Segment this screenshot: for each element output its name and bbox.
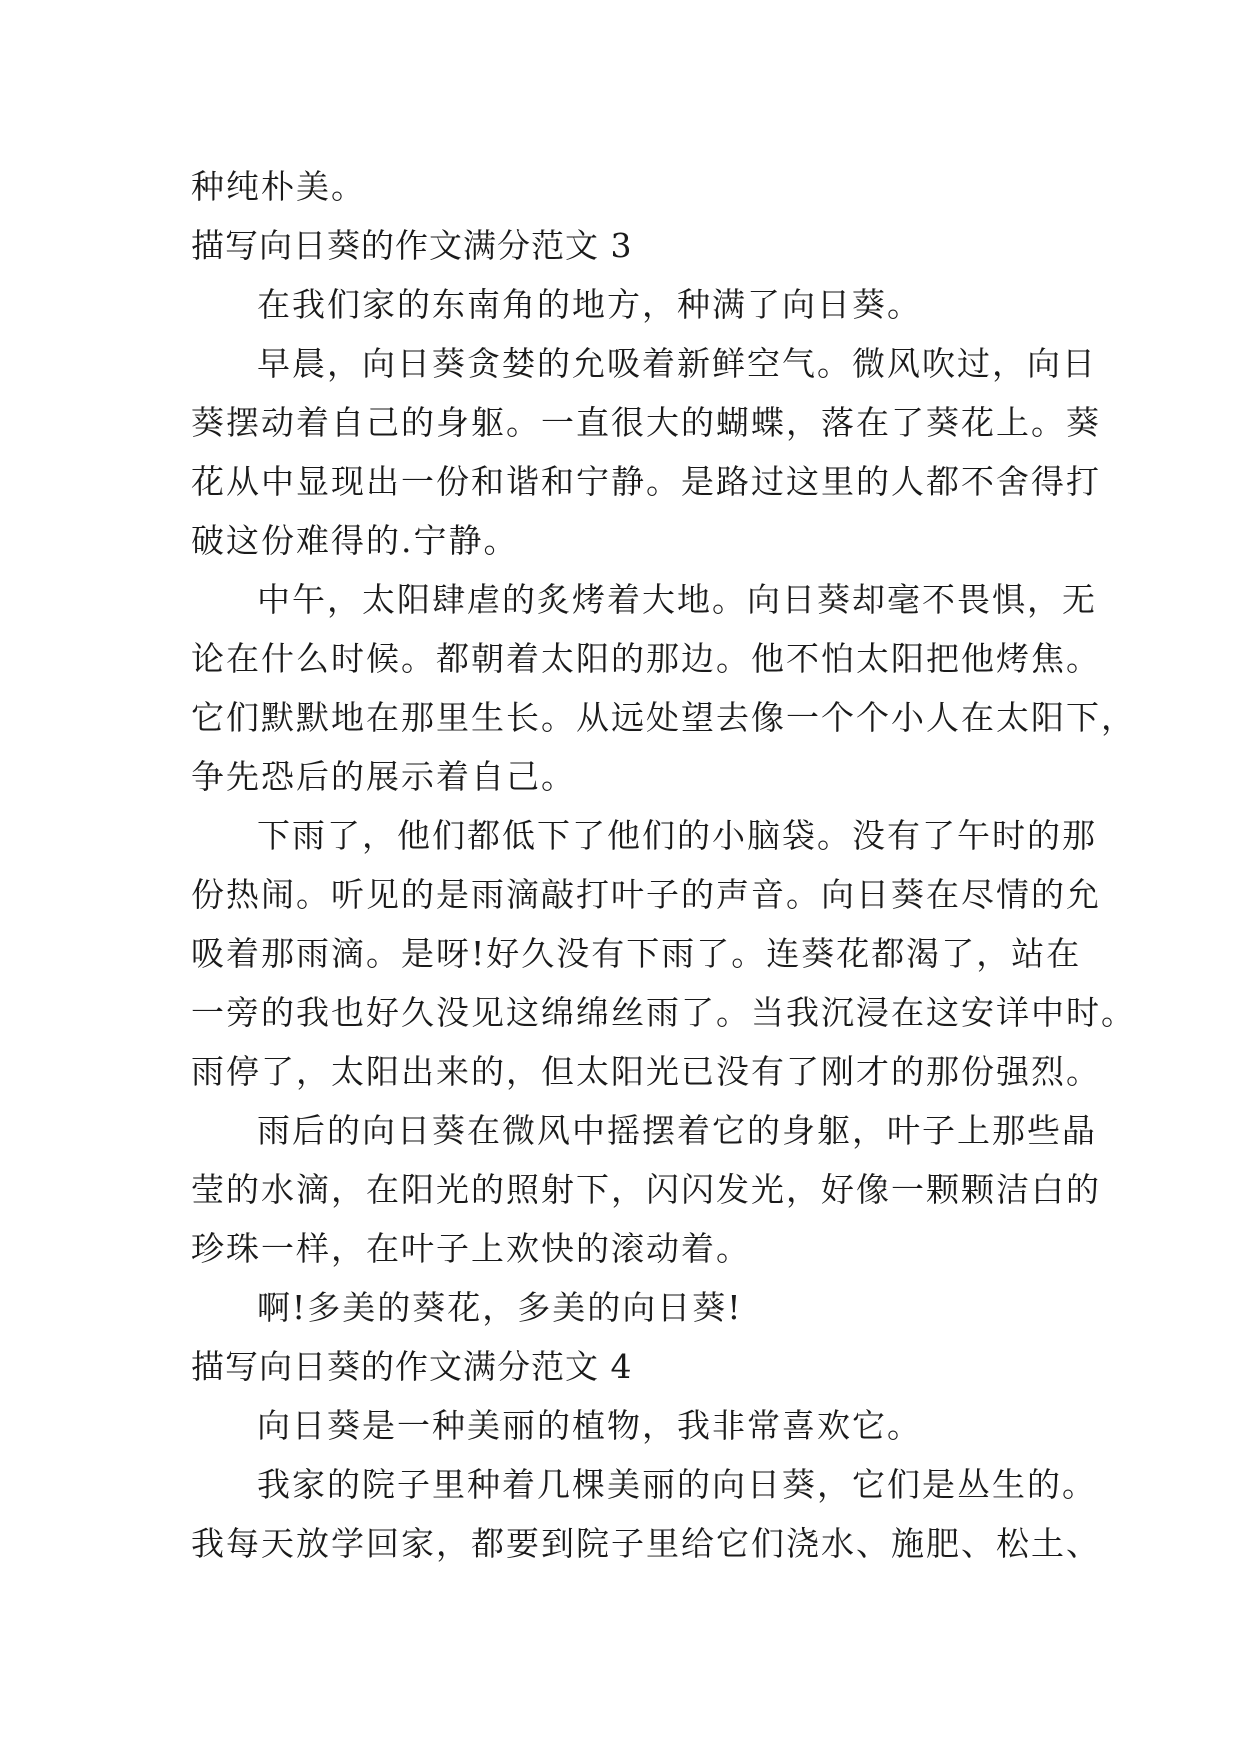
paragraph-line: 我每天放学回家，都要到院子里给它们浇水、施肥、松土、 [191,1524,1101,1563]
paragraph-line: 雨停了，太阳出来的，但太阳光已没有了刚才的那份强烈。 [191,1052,1101,1091]
paragraph-line: 啊!多美的葵花，多美的向日葵! [257,1288,743,1327]
paragraph-line: 吸着那雨滴。是呀!好久没有下雨了。连葵花都渴了，站在 [191,934,1082,973]
document-page [191,157,1136,1573]
section-heading: 描写向日葵的作文满分范文 3 [191,226,633,265]
paragraph-line: 我家的院子里种着几棵美丽的向日葵，它们是丛生的。 [257,1465,1097,1504]
paragraph-line: 一旁的我也好久没见这绵绵丝雨了。当我沉浸在这安详中时。 [191,993,1136,1032]
paragraph-line: 种纯朴美。 [191,167,366,206]
paragraph-line: 葵摆动着自己的身躯。一直很大的蝴蝶，落在了葵花上。葵 [191,403,1101,442]
paragraph-line: 珍珠一样，在叶子上欢快的滚动着。 [191,1229,751,1268]
paragraph-line: 向日葵是一种美丽的植物，我非常喜欢它。 [257,1406,922,1445]
paragraph-line: 它们默默地在那里生长。从远处望去像一个个小人在太阳下， [191,698,1136,737]
paragraph-line: 雨后的向日葵在微风中摇摆着它的身躯，叶子上那些晶 [257,1111,1097,1150]
paragraph-line: 破这份难得的.宁静。 [191,521,519,560]
paragraph-line: 中午，太阳肆虐的炙烤着大地。向日葵却毫不畏惧，无 [257,580,1097,619]
paragraph-line: 早晨，向日葵贪婪的允吸着新鲜空气。微风吹过，向日 [257,344,1097,383]
paragraph-line: 论在什么时候。都朝着太阳的那边。他不怕太阳把他烤焦。 [191,639,1101,678]
paragraph-line: 份热闹。听见的是雨滴敲打叶子的声音。向日葵在尽情的允 [191,875,1101,914]
paragraph-line: 下雨了，他们都低下了他们的小脑袋。没有了午时的那 [257,816,1097,855]
paragraph-line: 花从中显现出一份和谐和宁静。是路过这里的人都不舍得打 [191,462,1101,501]
paragraph-line: 在我们家的东南角的地方，种满了向日葵。 [257,285,922,324]
paragraph-line: 莹的水滴，在阳光的照射下，闪闪发光，好像一颗颗洁白的 [191,1170,1101,1209]
section-heading: 描写向日葵的作文满分范文 4 [191,1347,633,1386]
paragraph-line: 争先恐后的展示着自己。 [191,757,576,796]
